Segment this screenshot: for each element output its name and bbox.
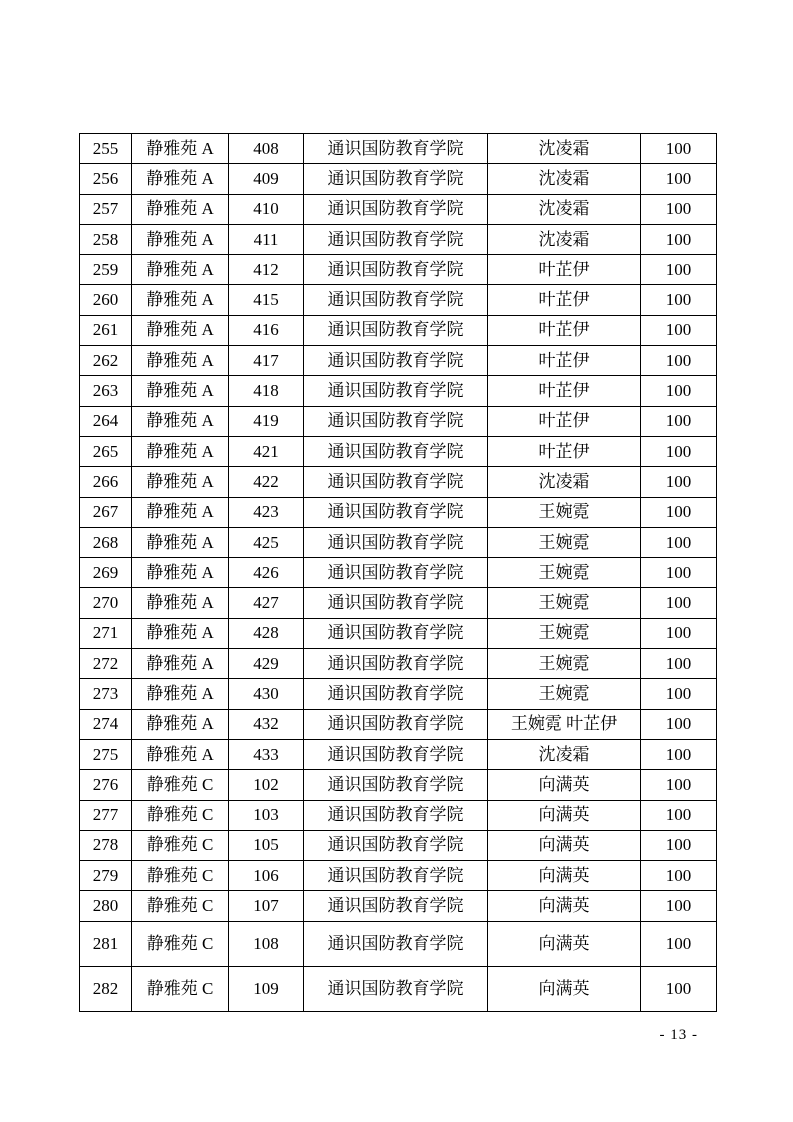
row-number-cell: 272 [80,649,132,679]
dorm-inspection-table [79,133,717,1012]
table-row [80,346,717,376]
table-row [80,406,717,436]
room-number-cell: 408 [229,134,304,164]
counselor-cell: 沈凌霜 [488,224,641,254]
college-cell: 通识国防教育学院 [304,861,488,891]
counselor-cell: 沈凌霜 [488,164,641,194]
table-row [80,618,717,648]
table-row [80,830,717,860]
building-cell: 静雅苑 C [132,830,229,860]
table-row [80,164,717,194]
room-number-cell: 430 [229,679,304,709]
college-cell: 通识国防教育学院 [304,891,488,921]
building-cell: 静雅苑 A [132,164,229,194]
college-cell: 通识国防教育学院 [304,406,488,436]
room-number-cell: 107 [229,891,304,921]
counselor-cell: 王婉霓 [488,558,641,588]
college-cell: 通识国防教育学院 [304,649,488,679]
room-number-cell: 410 [229,194,304,224]
room-number-cell: 427 [229,588,304,618]
college-cell: 通识国防教育学院 [304,830,488,860]
room-number-cell: 423 [229,497,304,527]
college-cell: 通识国防教育学院 [304,739,488,769]
table-row [80,224,717,254]
building-cell: 静雅苑 A [132,709,229,739]
row-number-cell: 266 [80,467,132,497]
room-number-cell: 412 [229,255,304,285]
college-cell: 通识国防教育学院 [304,285,488,315]
counselor-cell: 沈凌霜 [488,194,641,224]
score-cell: 100 [641,679,717,709]
row-number-cell: 267 [80,497,132,527]
score-cell: 100 [641,966,717,1011]
score-cell: 100 [641,346,717,376]
building-cell: 静雅苑 A [132,346,229,376]
table-row [80,315,717,345]
row-number-cell: 282 [80,966,132,1011]
room-number-cell: 409 [229,164,304,194]
score-cell: 100 [641,800,717,830]
row-number-cell: 269 [80,558,132,588]
table-row [80,709,717,739]
college-cell: 通识国防教育学院 [304,134,488,164]
table-row [80,285,717,315]
building-cell: 静雅苑 A [132,558,229,588]
college-cell: 通识国防教育学院 [304,800,488,830]
counselor-cell: 向满英 [488,966,641,1011]
score-cell: 100 [641,527,717,557]
building-cell: 静雅苑 A [132,255,229,285]
table-row [80,467,717,497]
score-cell: 100 [641,739,717,769]
table-row [80,770,717,800]
counselor-cell: 王婉霓 [488,649,641,679]
row-number-cell: 270 [80,588,132,618]
row-number-cell: 264 [80,406,132,436]
room-number-cell: 417 [229,346,304,376]
room-number-cell: 426 [229,558,304,588]
table-row [80,376,717,406]
college-cell: 通识国防教育学院 [304,315,488,345]
college-cell: 通识国防教育学院 [304,770,488,800]
counselor-cell: 沈凌霜 [488,134,641,164]
counselor-cell: 王婉霓 [488,497,641,527]
counselor-cell: 向满英 [488,861,641,891]
counselor-cell: 王婉霓 [488,588,641,618]
table-row [80,497,717,527]
room-number-cell: 102 [229,770,304,800]
row-number-cell: 278 [80,830,132,860]
score-cell: 100 [641,649,717,679]
row-number-cell: 255 [80,134,132,164]
score-cell: 100 [641,134,717,164]
table-row [80,558,717,588]
row-number-cell: 268 [80,527,132,557]
row-number-cell: 280 [80,891,132,921]
college-cell: 通识国防教育学院 [304,588,488,618]
row-number-cell: 271 [80,618,132,648]
row-number-cell: 263 [80,376,132,406]
row-number-cell: 258 [80,224,132,254]
building-cell: 静雅苑 A [132,497,229,527]
room-number-cell: 433 [229,739,304,769]
table-body [80,134,717,1012]
building-cell: 静雅苑 C [132,921,229,966]
table-row [80,679,717,709]
row-number-cell: 275 [80,739,132,769]
building-cell: 静雅苑 A [132,618,229,648]
college-cell: 通识国防教育学院 [304,376,488,406]
room-number-cell: 416 [229,315,304,345]
row-number-cell: 261 [80,315,132,345]
row-number-cell: 276 [80,770,132,800]
counselor-cell: 向满英 [488,830,641,860]
score-cell: 100 [641,497,717,527]
table-row [80,800,717,830]
row-number-cell: 274 [80,709,132,739]
college-cell: 通识国防教育学院 [304,436,488,466]
building-cell: 静雅苑 A [132,679,229,709]
building-cell: 静雅苑 C [132,966,229,1011]
room-number-cell: 109 [229,966,304,1011]
row-number-cell: 260 [80,285,132,315]
table-row [80,921,717,966]
building-cell: 静雅苑 A [132,527,229,557]
table-row [80,891,717,921]
counselor-cell: 叶芷伊 [488,255,641,285]
score-cell: 100 [641,558,717,588]
college-cell: 通识国防教育学院 [304,346,488,376]
room-number-cell: 415 [229,285,304,315]
score-cell: 100 [641,315,717,345]
college-cell: 通识国防教育学院 [304,966,488,1011]
college-cell: 通识国防教育学院 [304,194,488,224]
college-cell: 通识国防教育学院 [304,497,488,527]
building-cell: 静雅苑 A [132,376,229,406]
college-cell: 通识国防教育学院 [304,618,488,648]
score-cell: 100 [641,376,717,406]
college-cell: 通识国防教育学院 [304,709,488,739]
college-cell: 通识国防教育学院 [304,921,488,966]
table-row [80,649,717,679]
building-cell: 静雅苑 A [132,315,229,345]
room-number-cell: 425 [229,527,304,557]
score-cell: 100 [641,224,717,254]
page-number: - 13 - [659,1027,698,1043]
room-number-cell: 419 [229,406,304,436]
counselor-cell: 向满英 [488,800,641,830]
table-row [80,255,717,285]
score-cell: 100 [641,406,717,436]
room-number-cell: 106 [229,861,304,891]
score-cell: 100 [641,618,717,648]
row-number-cell: 273 [80,679,132,709]
counselor-cell: 叶芷伊 [488,436,641,466]
room-number-cell: 428 [229,618,304,648]
college-cell: 通识国防教育学院 [304,558,488,588]
room-number-cell: 422 [229,467,304,497]
row-number-cell: 256 [80,164,132,194]
college-cell: 通识国防教育学院 [304,467,488,497]
score-cell: 100 [641,830,717,860]
counselor-cell: 向满英 [488,770,641,800]
building-cell: 静雅苑 C [132,770,229,800]
score-cell: 100 [641,164,717,194]
row-number-cell: 281 [80,921,132,966]
score-cell: 100 [641,194,717,224]
score-cell: 100 [641,921,717,966]
row-number-cell: 279 [80,861,132,891]
building-cell: 静雅苑 A [132,436,229,466]
counselor-cell: 叶芷伊 [488,406,641,436]
room-number-cell: 432 [229,709,304,739]
room-number-cell: 103 [229,800,304,830]
counselor-cell: 叶芷伊 [488,376,641,406]
counselor-cell: 沈凌霜 [488,739,641,769]
row-number-cell: 277 [80,800,132,830]
counselor-cell: 叶芷伊 [488,346,641,376]
building-cell: 静雅苑 A [132,194,229,224]
table-row [80,194,717,224]
counselor-cell: 向满英 [488,921,641,966]
counselor-cell: 沈凌霜 [488,467,641,497]
college-cell: 通识国防教育学院 [304,679,488,709]
table-row [80,527,717,557]
row-number-cell: 259 [80,255,132,285]
score-cell: 100 [641,436,717,466]
counselor-cell: 叶芷伊 [488,315,641,345]
building-cell: 静雅苑 A [132,224,229,254]
table-row [80,134,717,164]
table-row [80,436,717,466]
building-cell: 静雅苑 A [132,588,229,618]
table-row [80,739,717,769]
counselor-cell: 王婉霓 叶芷伊 [488,709,641,739]
building-cell: 静雅苑 A [132,406,229,436]
building-cell: 静雅苑 A [132,467,229,497]
row-number-cell: 265 [80,436,132,466]
table-row [80,966,717,1011]
row-number-cell: 257 [80,194,132,224]
score-cell: 100 [641,588,717,618]
room-number-cell: 411 [229,224,304,254]
building-cell: 静雅苑 A [132,739,229,769]
building-cell: 静雅苑 A [132,134,229,164]
room-number-cell: 429 [229,649,304,679]
score-cell: 100 [641,255,717,285]
score-cell: 100 [641,467,717,497]
score-cell: 100 [641,709,717,739]
counselor-cell: 王婉霓 [488,679,641,709]
counselor-cell: 王婉霓 [488,618,641,648]
college-cell: 通识国防教育学院 [304,527,488,557]
room-number-cell: 108 [229,921,304,966]
score-cell: 100 [641,770,717,800]
college-cell: 通识国防教育学院 [304,255,488,285]
counselor-cell: 王婉霓 [488,527,641,557]
table-row [80,588,717,618]
room-number-cell: 418 [229,376,304,406]
counselor-cell: 叶芷伊 [488,285,641,315]
building-cell: 静雅苑 A [132,649,229,679]
score-cell: 100 [641,861,717,891]
building-cell: 静雅苑 C [132,861,229,891]
counselor-cell: 向满英 [488,891,641,921]
row-number-cell: 262 [80,346,132,376]
building-cell: 静雅苑 C [132,891,229,921]
college-cell: 通识国防教育学院 [304,224,488,254]
building-cell: 静雅苑 A [132,285,229,315]
college-cell: 通识国防教育学院 [304,164,488,194]
table-row [80,861,717,891]
room-number-cell: 105 [229,830,304,860]
score-cell: 100 [641,285,717,315]
score-cell: 100 [641,891,717,921]
building-cell: 静雅苑 C [132,800,229,830]
room-number-cell: 421 [229,436,304,466]
